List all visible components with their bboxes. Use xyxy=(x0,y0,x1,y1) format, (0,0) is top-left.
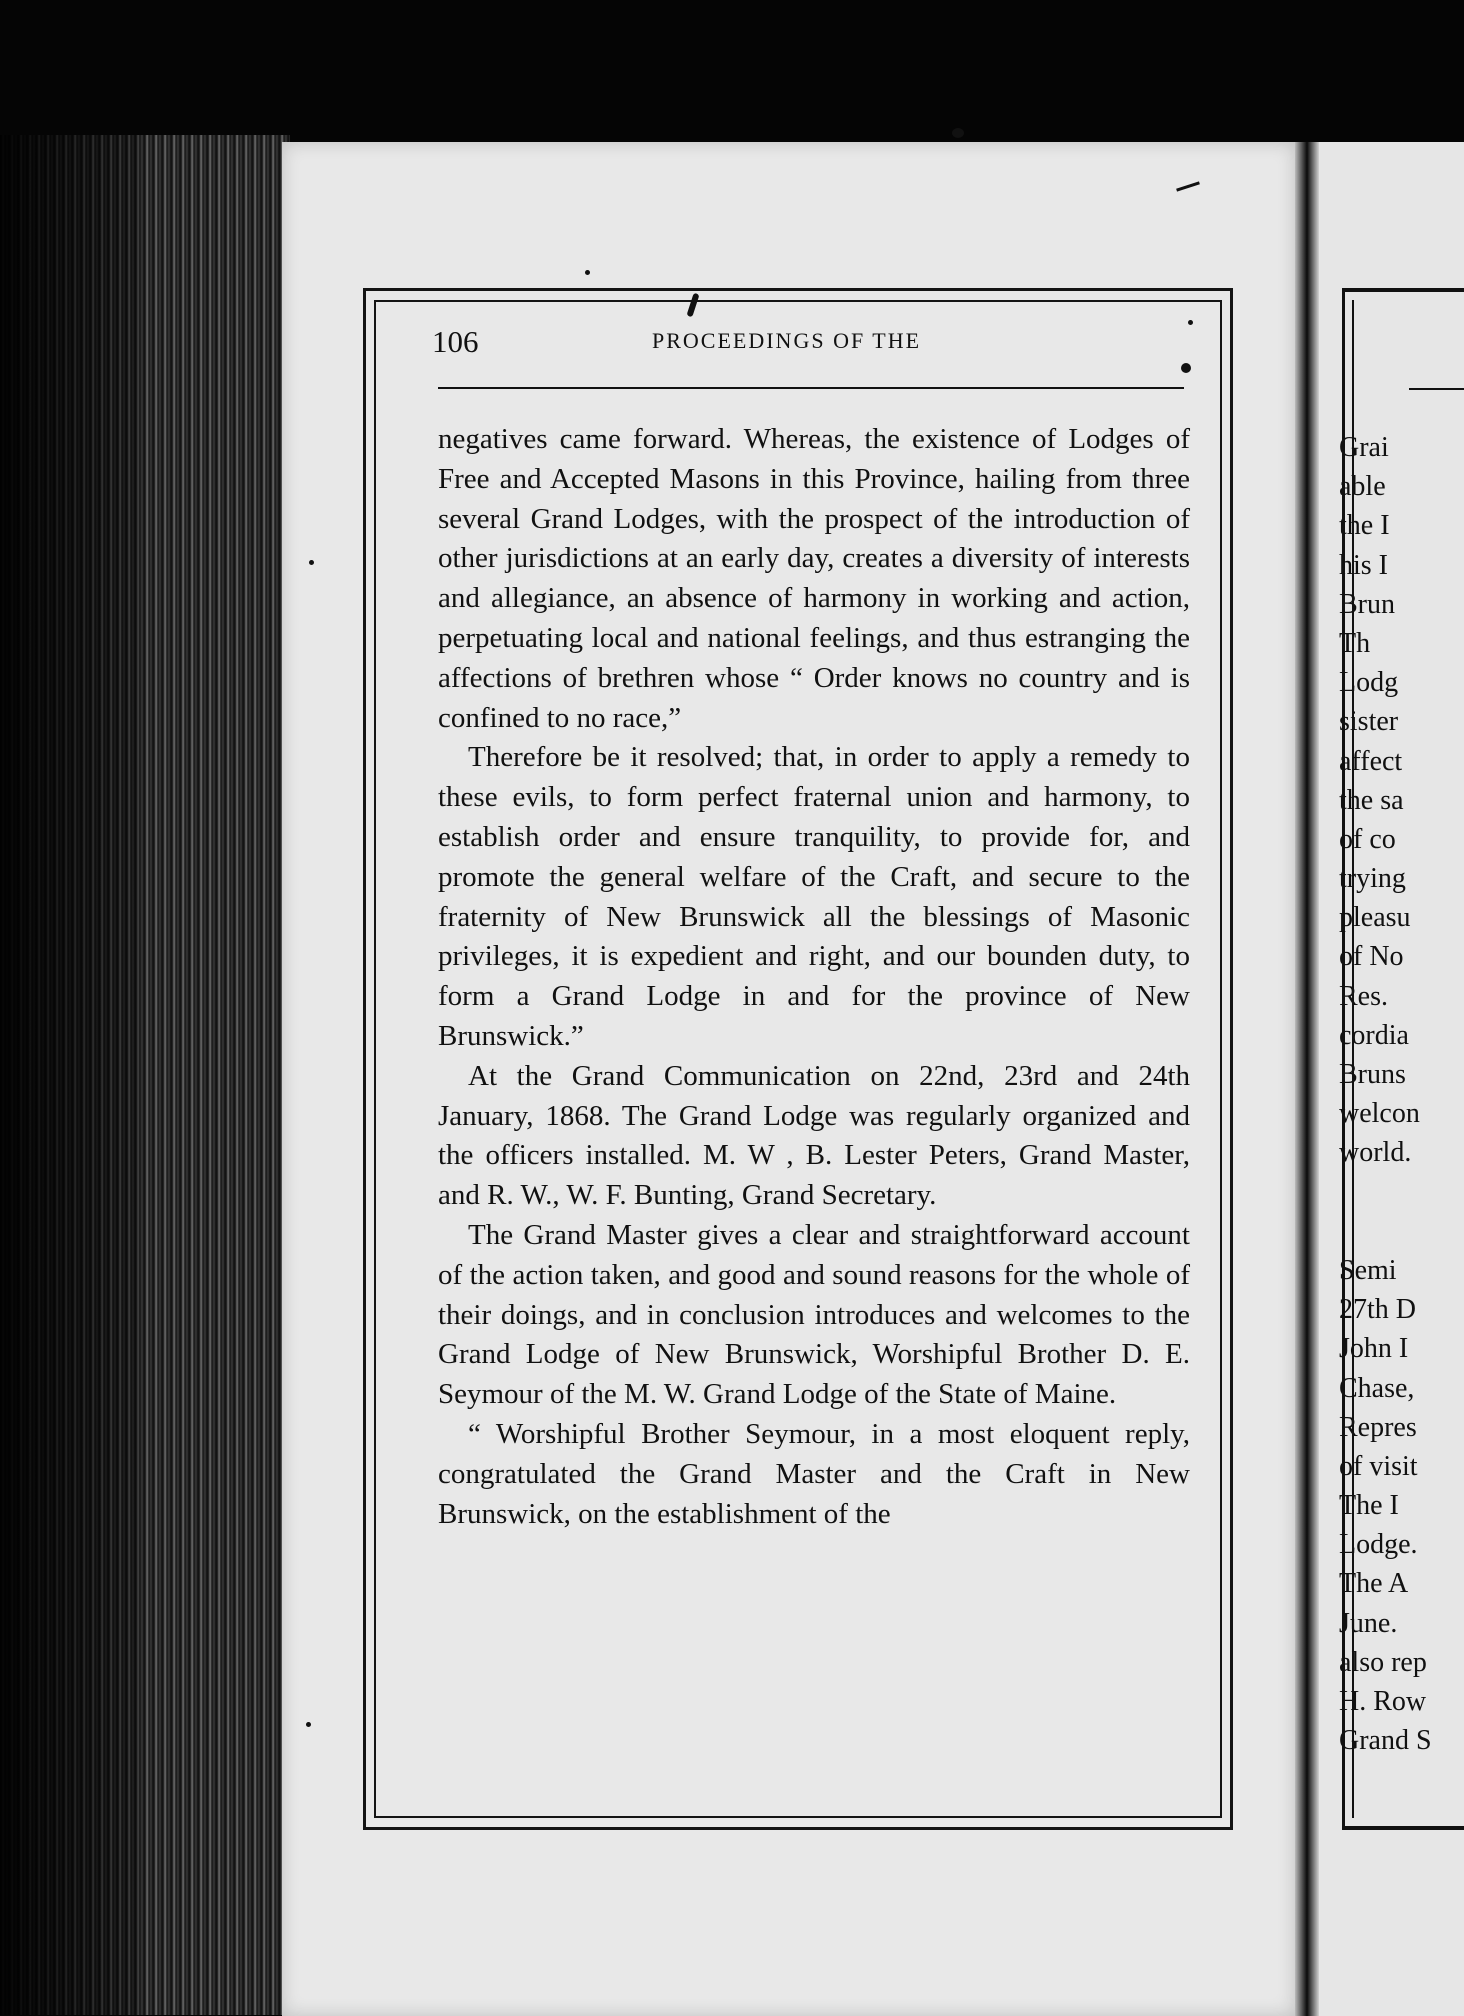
next-page-line: Repres xyxy=(1339,1411,1417,1443)
next-page-line: June. xyxy=(1339,1607,1398,1639)
ink-speck xyxy=(1181,363,1191,373)
next-page-line: John I xyxy=(1339,1333,1409,1365)
next-page-line: sister xyxy=(1339,706,1399,738)
next-page-line: The I xyxy=(1339,1490,1399,1522)
next-page-line: Th xyxy=(1339,627,1371,659)
next-page-line: 27th D xyxy=(1339,1294,1416,1326)
ink-speck xyxy=(309,560,314,565)
next-page-line: Lodg xyxy=(1339,667,1399,699)
next-page-border-top xyxy=(1342,288,1464,292)
body-text xyxy=(438,420,1190,1534)
paragraph-5: “ Worshipful Brother Seymour, in a most eloquent reply, congratulated the Grand Master and the Craft in New Brunswick, on the establishment of the xyxy=(438,1417,1190,1530)
next-page-line: Grand S xyxy=(1339,1725,1432,1757)
next-page-line: Chase, xyxy=(1339,1372,1415,1404)
next-page-line: H. Row xyxy=(1339,1686,1427,1717)
next-page-line: Bruns xyxy=(1339,1059,1406,1090)
running-head: PROCEEDINGS OF THE xyxy=(652,328,922,353)
next-page-line: his I xyxy=(1339,549,1388,581)
paragraph-4: The Grand Master gives a clear and straightforward account of the action taken, and good and sound reasons for the whole of their doings, and in conclusion introduces and welcomes to the Grand Lodge of New Brunswick, Worshipful Brother D. E. Seymour of the M. W. Grand Lodge of the State of Maine. xyxy=(438,1218,1190,1411)
next-page-line: Res. xyxy=(1339,980,1388,1012)
next-page-line: able xyxy=(1339,471,1386,503)
next-page-line: cordia xyxy=(1339,1019,1409,1051)
next-page-line: affect xyxy=(1339,745,1403,777)
ink-speck xyxy=(952,128,964,138)
next-page-line: welcon xyxy=(1339,1098,1420,1130)
next-page-line: Grai xyxy=(1339,432,1389,463)
book-edge-shadow xyxy=(0,135,140,2015)
paragraph-3: At the Grand Communication on 22nd, 23rd and 24th January, 1868. The Grand Lodge was regularly organized and the officers installed. M. W , B. Lester Peters, Grand Master, and R. W., W. F. Bunting, Grand Secretary. xyxy=(438,1059,1190,1212)
page-gutter xyxy=(1295,142,1319,2016)
page-number: 106 xyxy=(432,324,479,359)
next-page-line: Semi xyxy=(1339,1254,1397,1286)
ink-speck xyxy=(1188,320,1193,325)
next-page-line xyxy=(1339,1173,1464,1212)
next-page-line: trying xyxy=(1339,863,1406,895)
next-page-line: world. xyxy=(1339,1137,1412,1169)
next-page-text xyxy=(1339,428,1464,1760)
next-page-line: the I xyxy=(1339,510,1390,542)
next-page-line: the sa xyxy=(1339,784,1404,816)
next-page-line: The A xyxy=(1339,1568,1409,1600)
header-rule xyxy=(438,387,1184,389)
ink-speck xyxy=(306,1722,311,1727)
next-page-line: also rep xyxy=(1339,1646,1427,1678)
next-page-line: of No xyxy=(1339,941,1404,973)
next-page-line: Brun xyxy=(1339,588,1395,620)
next-page-line: of visit xyxy=(1339,1450,1418,1482)
next-page-header-rule xyxy=(1409,388,1464,390)
ink-speck xyxy=(585,270,590,275)
next-page-line: Lodge. xyxy=(1339,1529,1418,1561)
paragraph-1: negatives came forward. Whereas, the existence of Lodges of Free and Accepted Masons in this Province, hailing from three several Grand Lodges, with the prospect of the introduction of other jurisdictions at an early day, creates a diversity of interests and allegiance, an absence of harmony in working and action, perpetuating local and national feelings, and thus estranging the affections of brethren whose “ Order knows no country and is confined to no race,” xyxy=(438,423,1190,734)
next-page-line: of co xyxy=(1339,823,1396,855)
next-page-line xyxy=(1339,1212,1464,1251)
next-page-border-bottom xyxy=(1342,1826,1464,1830)
next-page-line: pleasu xyxy=(1339,902,1411,934)
paragraph-2: Therefore be it resolved; that, in order to apply a remedy to these evils, to form perfect fraternal union and harmony, to establish order and ensure tranquility, to provide for, and promote the general welfare of the Craft, and secure to the fraternity of New Brunswick all the blessings of Masonic privileges, it is expedient and right, and our bounden duty, to form a Grand Lodge in and for the province of New Brunswick.” xyxy=(438,741,1190,1052)
